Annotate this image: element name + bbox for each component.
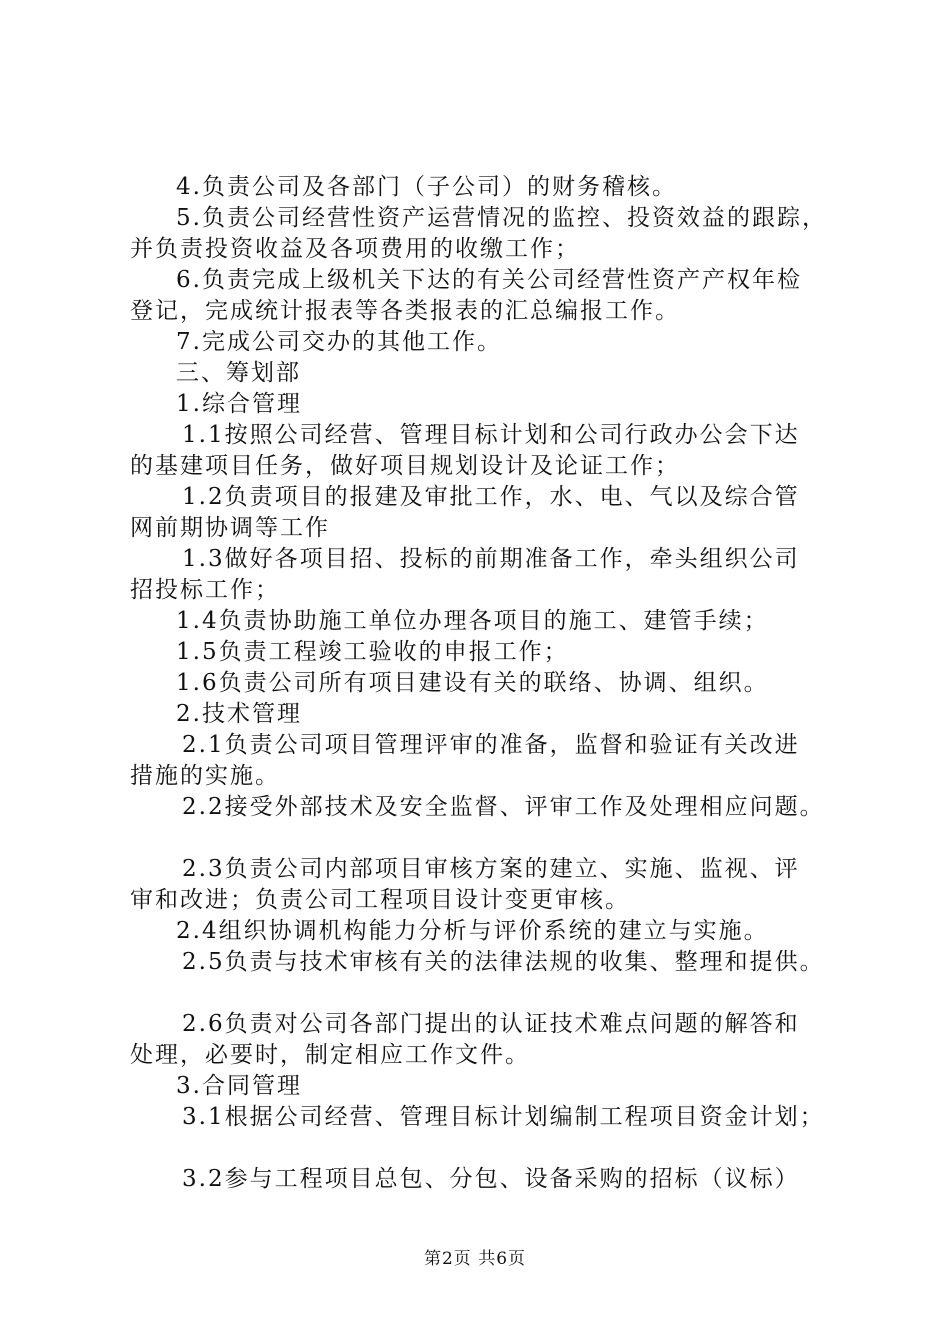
- paragraph-line: 4.负责公司及各部门（子公司）的财务稽核。: [176, 174, 677, 200]
- subsection-heading: 1.综合管理: [176, 391, 302, 417]
- paragraph-line: 1.4负责协助施工单位办理各项目的施工、建管手续；: [176, 608, 769, 634]
- paragraph-line: 2.1负责公司项目管理评审的准备，监督和验证有关改进: [182, 732, 800, 758]
- paragraph-line: 审和改进；负责公司工程项目设计变更审核。: [130, 887, 630, 913]
- paragraph-line: 3.1根据公司经营、管理目标计划编制工程项目资金计划；: [182, 1104, 825, 1130]
- paragraph-line: 5.负责公司经营性资产运营情况的监控、投资效益的跟踪，: [176, 205, 827, 231]
- blank-line: [130, 1133, 850, 1164]
- subsection-heading: 3.合同管理: [176, 1073, 302, 1099]
- paragraph-line: 7.完成公司交办的其他工作。: [176, 329, 502, 355]
- paragraph-line: 1.1按照公司经营、管理目标计划和公司行政办公会下达: [182, 422, 800, 448]
- paragraph-line: 6.负责完成上级机关下达的有关公司经营性资产产权年检: [176, 267, 802, 293]
- paragraph-line: 1.5负责工程竣工验收的申报工作；: [176, 639, 569, 665]
- paragraph-line: 2.6负责对公司各部门提出的认证技术难点问题的解答和: [182, 1011, 800, 1037]
- paragraph-line: 2.5负责与技术审核有关的法律法规的收集、整理和提供。: [182, 949, 825, 975]
- paragraph-line: 1.2负责项目的报建及审批工作，水、电、气以及综合管: [182, 484, 800, 510]
- paragraph-line: 2.2接受外部技术及安全监督、评审工作及处理相应问题。: [182, 794, 825, 820]
- paragraph-line: 1.3做好各项目招、投标的前期准备工作，牵头组织公司: [182, 546, 800, 572]
- blank-line: [130, 823, 850, 854]
- paragraph-line: 登记，完成统计报表等各类报表的汇总编报工作。: [130, 298, 680, 324]
- document-body: [130, 172, 850, 1195]
- paragraph-line: 并负责投资收益及各项费用的收缴工作；: [130, 236, 580, 262]
- paragraph-line: 的基建项目任务，做好项目规划设计及论证工作；: [130, 453, 680, 479]
- paragraph-line: 1.6负责公司所有项目建设有关的联络、协调、组织。: [176, 670, 769, 696]
- paragraph-line: 2.3负责公司内部项目审核方案的建立、实施、监视、评: [182, 856, 800, 882]
- blank-line: [130, 978, 850, 1009]
- paragraph-line: 3.2参与工程项目总包、分包、设备采购的招标（议标）: [182, 1166, 800, 1192]
- paragraph-line: 措施的实施。: [130, 763, 280, 789]
- paragraph-line: 处理，必要时，制定相应工作文件。: [130, 1042, 530, 1068]
- paragraph-line: 2.4组织协调机构能力分析与评价系统的建立与实施。: [176, 918, 769, 944]
- paragraph-line: 网前期协调等工作: [130, 515, 330, 541]
- section-heading: 三、筹划部: [176, 360, 301, 386]
- subsection-heading: 2.技术管理: [176, 701, 302, 727]
- paragraph-line: 招投标工作；: [130, 577, 280, 603]
- page-number: 第2页 共6页: [423, 1249, 527, 1269]
